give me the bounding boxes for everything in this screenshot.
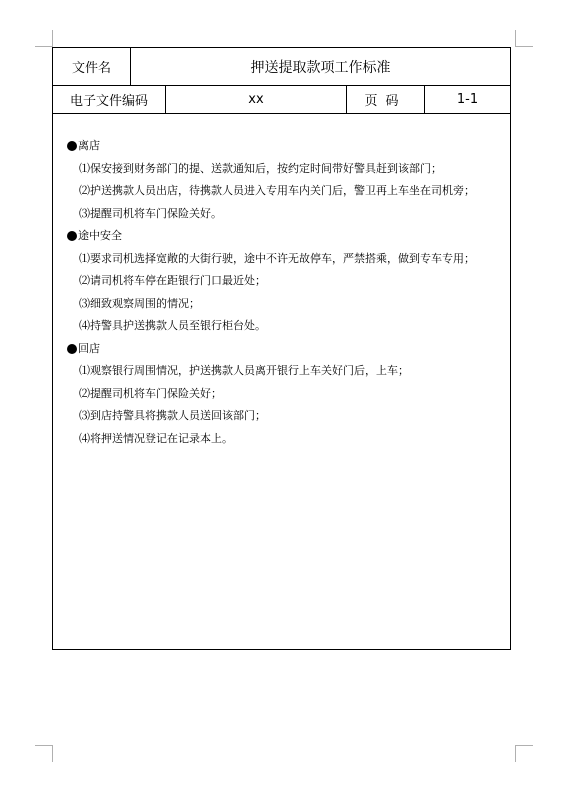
section-heading bbox=[67, 338, 502, 361]
page-label: 页码 bbox=[347, 86, 425, 113]
list-item: ⑵提醒司机将车门保险关好； bbox=[79, 386, 222, 400]
list-item: ⑴保安接到财务部门的提、送款通知后，按约定时间带好警具赶到该部门； bbox=[79, 161, 442, 175]
list-item: ⑶细致观察周围的情况； bbox=[79, 296, 200, 310]
crop-mark-bottom-left bbox=[35, 745, 53, 762]
section-heading-text: 离店 bbox=[78, 139, 100, 152]
file-name-label: 文件名 bbox=[53, 48, 131, 85]
header-row-title bbox=[53, 48, 510, 86]
header-row-meta bbox=[53, 86, 510, 114]
file-code-value: xx bbox=[166, 86, 347, 113]
bullet-icon bbox=[67, 141, 77, 151]
list-item: ⑴观察银行周围情况，护送携款人员离开银行上车关好门后，上车； bbox=[79, 364, 409, 377]
list-item: ⑶提醒司机将车门保险关好。 bbox=[79, 206, 222, 220]
document-body bbox=[67, 135, 502, 450]
crop-mark-top-right bbox=[515, 30, 533, 47]
file-code-label: 电子文件编码 bbox=[53, 86, 166, 113]
bullet-icon bbox=[67, 231, 77, 241]
list-item: ⑴要求司机选择宽敞的大街行驶，途中不许无故停车，严禁搭乘，做到专车专用； bbox=[79, 251, 475, 265]
bullet-icon bbox=[67, 344, 77, 354]
page-value: 1-1 bbox=[456, 92, 479, 107]
list-item: ⑵请司机将车停在距银行门口最近处； bbox=[79, 274, 266, 287]
document-title: 押送提取款项工作标准 bbox=[250, 59, 391, 76]
section-heading bbox=[67, 225, 502, 248]
list-item: ⑷持警具护送携款人员至银行柜台处。 bbox=[79, 319, 266, 332]
document-table bbox=[52, 47, 511, 650]
crop-mark-top-left bbox=[35, 30, 53, 47]
crop-mark-bottom-right bbox=[515, 745, 533, 762]
section-heading-text: 回店 bbox=[78, 341, 100, 355]
section-heading-text: 途中安全 bbox=[78, 229, 122, 242]
section-heading bbox=[67, 135, 502, 158]
list-item: ⑷将押送情况登记在记录本上。 bbox=[79, 431, 233, 445]
list-item: ⑵护送携款人员出店，待携款人员进入专用车内关门后，警卫再上车坐在司机旁； bbox=[79, 184, 475, 197]
list-item: ⑶到店持警具将携款人员送回该部门； bbox=[79, 409, 266, 422]
